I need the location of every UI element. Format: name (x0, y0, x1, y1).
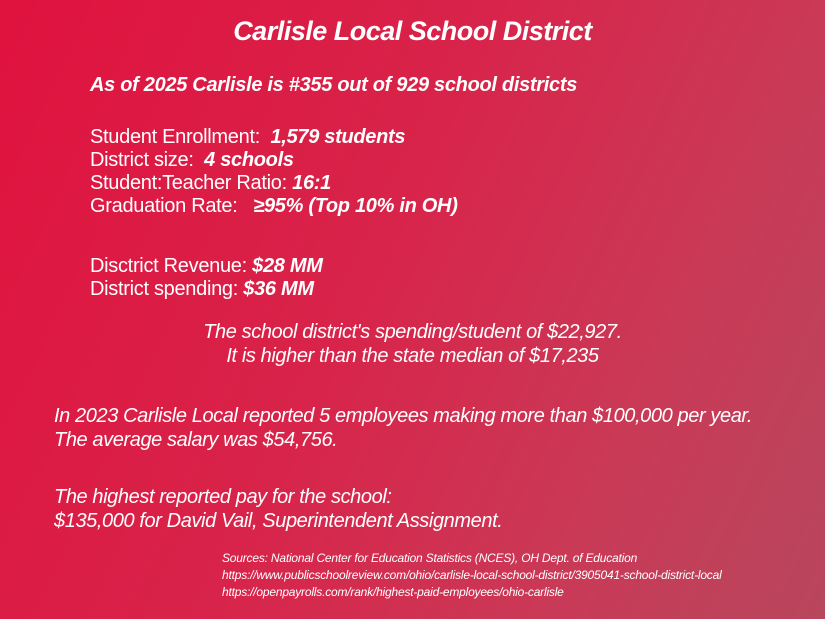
sources (222, 550, 722, 601)
stats-list (90, 126, 458, 218)
source-url: https://www.publicschoolreview.com/ohio/carlisle-local-school-district/3905041-school-district-local (222, 568, 722, 582)
highest-pay-note (54, 485, 502, 533)
employees-note-line: The average salary was $54,756. (54, 429, 338, 451)
stat-ratio (90, 172, 458, 195)
spending-note-line: The school district's spending/student of $22,927. (203, 321, 622, 343)
stat-value: 16:1 (292, 172, 331, 194)
finance-value: $28 MM (252, 255, 323, 277)
finance-label: Disctrict Revenue: (90, 255, 247, 277)
employees-note-line: In 2023 Carlisle Local reported 5 employees making more than $100,000 per year. (54, 405, 753, 427)
highest-pay-line: $135,000 for David Vail, Superintendent Assignment. (54, 510, 503, 532)
spending-note-line: It is higher than the state median of $17,235 (226, 345, 599, 367)
spending-note (0, 320, 825, 368)
stat-label: Student Enrollment: (90, 126, 260, 148)
stat-label: Graduation Rate: (90, 195, 238, 217)
finance-revenue (90, 255, 323, 278)
page-title: Carlisle Local School District (233, 16, 592, 46)
finance-spending (90, 278, 323, 301)
stat-enrollment (90, 126, 458, 149)
stat-label: Student:Teacher Ratio: (90, 172, 287, 194)
finance-label: District spending: (90, 278, 238, 300)
employees-note (54, 404, 752, 452)
district-rank: As of 2025 Carlisle is #355 out of 929 school districts (90, 74, 578, 96)
finance-list (90, 255, 323, 301)
finance-value: $36 MM (243, 278, 314, 300)
stat-value: 4 schools (204, 149, 294, 171)
source-line: Sources: National Center for Education Statistics (NCES), OH Dept. of Education (222, 551, 638, 565)
highest-pay-line: The highest reported pay for the school: (54, 486, 392, 508)
stat-value: 1,579 students (270, 126, 406, 148)
stat-district-size (90, 149, 458, 172)
stat-value: ≥95% (Top 10% in OH) (253, 195, 458, 217)
stat-graduation (90, 195, 458, 218)
stat-label: District size: (90, 149, 194, 171)
source-url: https://openpayrolls.com/rank/highest-paid-employees/ohio-carlisle (222, 585, 564, 599)
